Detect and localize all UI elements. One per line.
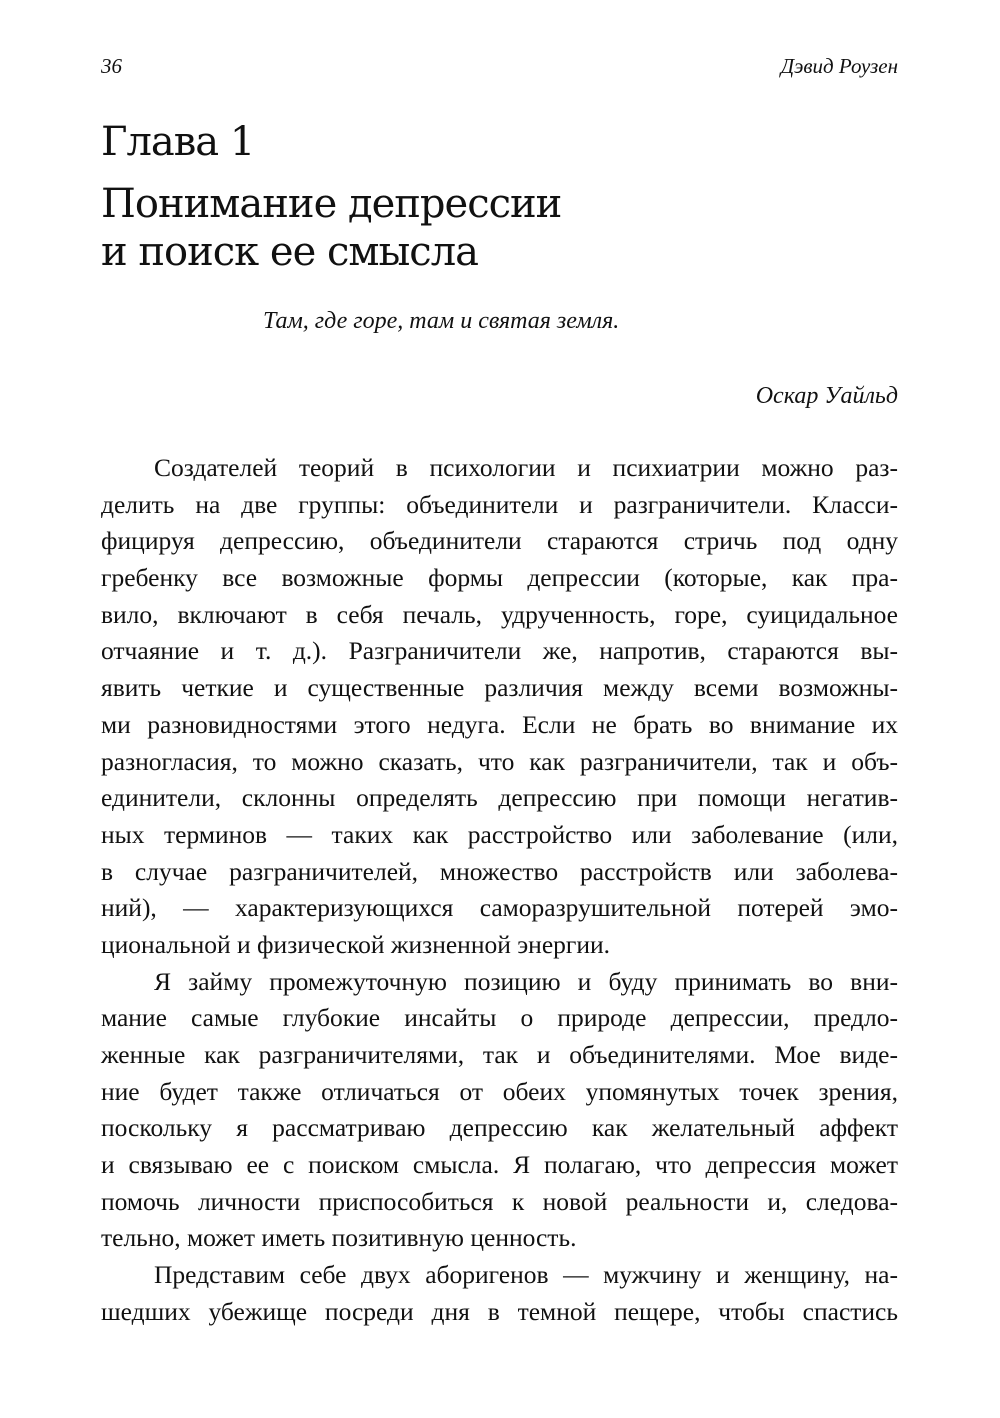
body-text xyxy=(101,450,898,1331)
text-line: тельно, может иметь позитивную ценность. xyxy=(101,1223,577,1253)
text-line: ми разновидностями этого недуга. Если не брать во внимание их xyxy=(101,709,898,739)
text-line: единители, склонны определять депрессию при помощи негатив- xyxy=(101,783,898,813)
text-line: циональной и физической жизненной энергии. xyxy=(101,929,611,959)
text-line: ний), — характеризующихся саморазрушительной потерей эмо- xyxy=(101,893,898,923)
paragraph-2 xyxy=(101,964,898,1258)
text-line: шедших убежище посреди дня в темной пещере, чтобы спастись xyxy=(101,1296,898,1326)
paragraph-1 xyxy=(101,450,898,964)
text-line: и связываю ее с поиском смысла. Я полагаю, что депрессия может xyxy=(101,1150,898,1180)
text-line: делить на две группы: объединители и разграничители. Класси- xyxy=(101,489,898,519)
chapter-label: Глава 1 xyxy=(101,119,255,165)
chapter-title-line: и поиск ее смысла xyxy=(101,229,478,275)
text-line: Представим себе двух аборигенов — мужчину и женщину, на- xyxy=(154,1260,898,1290)
text-line: Создателей теорий в психологии и психиатрии можно раз- xyxy=(154,453,898,482)
text-line: разногласия, то можно сказать, что как разграничители, так и объ- xyxy=(101,746,898,776)
text-line: вило, включают в себя печаль, удрученность, горе, суицидальное xyxy=(101,599,898,629)
text-line: мание самые глубокие инсайты о природе депрессии, предло- xyxy=(101,1003,898,1033)
text-line: помочь личности приспособиться к новой реальности и, следова- xyxy=(101,1186,898,1216)
text-line: ние будет также отличаться от обеих упомянутых точек зрения, xyxy=(101,1076,898,1106)
text-line: в случае разграничителей, множество расстройств или заболева- xyxy=(101,856,898,886)
running-head-author: Дэвид Роузен xyxy=(780,54,898,78)
text-line: поскольку я рассматриваю депрессию как желательный аффект xyxy=(101,1113,898,1143)
paragraph-3 xyxy=(101,1257,898,1330)
text-line: ных терминов — таких как расстройство или заболевание (или, xyxy=(101,819,898,849)
chapter-title-line: Понимание депрессии xyxy=(101,181,562,227)
chapter-title xyxy=(101,180,561,276)
epigraph-quote: Там, где горе, там и святая земля. xyxy=(263,308,620,334)
text-line: отчаяние и т. д.). Разграничители же, напротив, стараются вы- xyxy=(101,636,898,666)
running-head xyxy=(101,54,898,84)
text-line: явить четкие и существенные различия между всеми возможны- xyxy=(101,673,898,703)
page-number: 36 xyxy=(101,54,122,78)
text-line: женные как разграничителями, так и объединителями. Мое виде- xyxy=(101,1040,898,1069)
text-line: гребенку все возможные формы депрессии (которые, как пра- xyxy=(101,563,898,593)
epigraph-attribution: Оскар Уайльд xyxy=(755,383,898,409)
text-line: фицируя депрессию, объединители стараются стричь под одну xyxy=(101,526,898,556)
text-line: Я займу промежуточную позицию и буду принимать во вни- xyxy=(154,966,898,996)
